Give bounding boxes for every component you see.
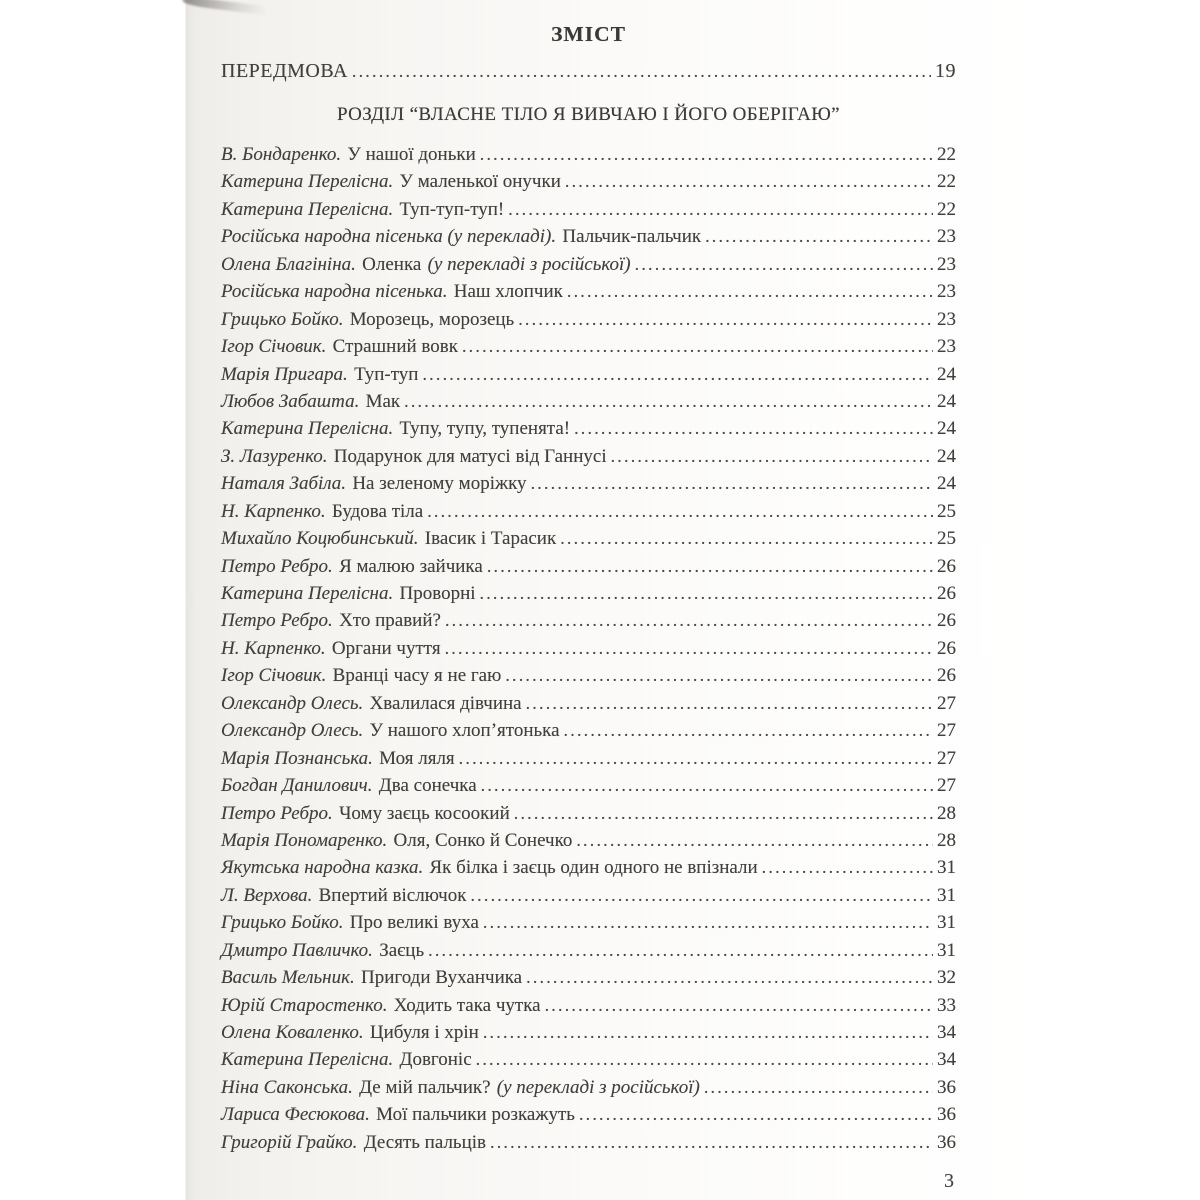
dot-leader: [574, 415, 933, 442]
entry-author: Петро Ребро.: [221, 802, 333, 824]
foreword-page: 19: [935, 60, 956, 82]
dot-leader: [481, 772, 933, 799]
entry-title: Як білка і заєць один одного не впізнали: [429, 857, 758, 879]
entry-page: 28: [937, 802, 956, 824]
entry-author: З. Лазуренко.: [221, 445, 328, 467]
entry-page: 24: [937, 473, 956, 495]
entry-author: Катерина Перелісна.: [221, 1049, 394, 1071]
entry-page: 23: [937, 308, 956, 330]
entry-page: 28: [937, 829, 956, 851]
entry-title: Пригоди Вуханчика: [361, 967, 523, 989]
entry-title: Івасик і Тарасик: [424, 528, 557, 550]
entry-title: У маленької онучки: [399, 171, 561, 193]
entry-page: 27: [937, 720, 956, 742]
entry-author: Катерина Перелісна.: [221, 418, 394, 440]
toc-entry: [221, 470, 956, 497]
entry-author: Олександр Олесь.: [221, 720, 364, 742]
entry-author: Лариса Фесюкова.: [221, 1104, 370, 1126]
toc-entry: [221, 361, 956, 388]
entry-author: Олександр Олесь.: [221, 692, 364, 714]
entry-author: Василь Мельник.: [221, 967, 355, 989]
entry-title: Два сонечка: [378, 775, 477, 797]
dot-leader: [518, 306, 933, 333]
entry-title: Оля, Сонко й Сонечко: [393, 829, 573, 851]
toc-entry: [221, 1101, 956, 1128]
entry-title: Десять пальців: [363, 1131, 487, 1153]
dot-leader: [560, 525, 933, 552]
toc-entry: [221, 745, 956, 772]
entry-author: Російська народна пісенька.: [221, 281, 448, 303]
entry-title: Морозець, морозець: [349, 308, 515, 330]
entry-page: 33: [937, 994, 956, 1016]
dot-leader: [462, 333, 933, 360]
dot-leader: [487, 553, 933, 580]
page-title: ЗМІСТ: [551, 22, 626, 46]
toc-entry: [221, 662, 956, 689]
toc-entry: [221, 909, 956, 936]
entry-author: Михайло Коцюбинський.: [221, 528, 419, 550]
dot-leader: [505, 662, 933, 689]
entry-page: 32: [937, 967, 956, 989]
dot-leader: [704, 1074, 933, 1101]
entry-page: 34: [937, 1049, 956, 1071]
toc-entry: [221, 333, 956, 360]
toc-entry: [221, 553, 956, 580]
dot-leader: [635, 251, 933, 278]
entry-title: Тупу, тупу, тупенята!: [399, 418, 571, 440]
dot-leader: [483, 909, 933, 936]
scanned-book-page: [185, 0, 1061, 1200]
entry-title: У нашої доньки: [347, 144, 476, 165]
toc-entry: [221, 937, 956, 964]
toc-entry: [221, 690, 956, 717]
toc-list: [221, 141, 956, 1156]
entry-author: Н. Карпенко.: [221, 637, 326, 659]
dot-leader: [508, 196, 933, 223]
entry-author: Дмитро Павличко.: [221, 939, 373, 961]
entry-page: 24: [937, 418, 956, 440]
entry-title: Де мій пальчик?: [359, 1076, 491, 1098]
entry-author: Петро Ребро.: [221, 555, 333, 577]
entry-author: Грицько Бойко.: [221, 308, 344, 330]
dot-leader: [490, 1129, 933, 1156]
dot-leader: [352, 60, 931, 83]
toc-entry: [221, 854, 956, 881]
entry-title: Чому заєць косоокий: [339, 802, 510, 824]
dot-leader: [428, 937, 933, 964]
dot-leader: [526, 690, 933, 717]
entry-page: 24: [937, 363, 956, 385]
entry-page: 27: [937, 747, 956, 769]
entry-page: 23: [937, 336, 956, 358]
toc-entry: [221, 251, 956, 278]
toc-entry: [221, 223, 956, 250]
entry-title: Цибуля і хрін: [369, 1022, 479, 1043]
entry-title: Туп-туп: [354, 363, 419, 385]
toc-entry: [221, 772, 956, 799]
entry-page: 23: [937, 281, 956, 303]
entry-title: Про великі вуха: [349, 912, 479, 934]
entry-title: Наш хлопчик: [453, 281, 563, 303]
toc-entry: [221, 717, 956, 744]
entry-author: Марія Пригара.: [221, 363, 348, 385]
section-heading: РОЗДІЛ “ВЛАСНЕ ТІЛО Я ВИВЧАЮ І ЙОГО ОБЕРІГАЮ”: [336, 104, 840, 125]
dot-leader: [427, 498, 933, 525]
entry-author: Грицько Бойко.: [221, 912, 344, 934]
entry-title: Моя ляля: [379, 747, 455, 769]
entry-page: 36: [937, 1131, 956, 1153]
entry-title: На зеленому моріжку: [352, 473, 527, 495]
entry-page: 26: [937, 555, 956, 577]
dot-leader: [576, 827, 933, 854]
toc-entry: [221, 443, 956, 470]
entry-author: Юрій Старостенко.: [221, 994, 388, 1016]
dot-leader: [480, 580, 933, 607]
toc-entry: [221, 635, 956, 662]
entry-title: У нашого хлоп’ятонька: [369, 720, 560, 742]
entry-title: Проворні: [399, 583, 476, 604]
entry-title: Пальчик-пальчик: [562, 226, 702, 248]
entry-title: Ходить така чутка: [393, 994, 541, 1016]
entry-author: Катерина Перелісна.: [221, 583, 394, 604]
dot-leader: [705, 223, 933, 250]
entry-page: 31: [937, 939, 956, 961]
toc-entry: [221, 607, 956, 634]
entry-title: Страшний вовк: [332, 336, 458, 358]
toc-entry: [221, 388, 956, 415]
entry-author: Катерина Перелісна.: [221, 171, 394, 193]
entry-page: 23: [937, 226, 956, 248]
dot-leader: [445, 635, 933, 662]
foreword-entry: [221, 60, 956, 83]
entry-author: Олена Благініна.: [221, 253, 356, 275]
toc-entry: [221, 1129, 956, 1156]
dot-leader: [545, 992, 933, 1019]
toc-entry: [221, 196, 956, 223]
entry-page: 26: [937, 610, 956, 632]
entry-author: Любов Забашта.: [221, 390, 360, 412]
dot-leader: [483, 1019, 933, 1046]
toc-entry: [221, 827, 956, 854]
entry-page: 24: [937, 445, 956, 467]
entry-page: 26: [937, 665, 956, 687]
entry-page: 36: [937, 1076, 956, 1098]
toc-entry: [221, 1046, 956, 1073]
entry-page: 26: [937, 637, 956, 659]
page-number: 3: [944, 1170, 954, 1192]
entry-page: 31: [937, 912, 956, 934]
dot-leader: [480, 141, 933, 168]
dot-leader: [564, 717, 933, 744]
entry-title: Впертий віслючок: [318, 884, 467, 906]
dot-leader: [514, 800, 933, 827]
toc-entry: [221, 525, 956, 552]
entry-title: Подарунок для матусі від Ганнусі: [333, 445, 607, 467]
dot-leader: [567, 278, 933, 305]
entry-title: Вранці часу я не гаю: [332, 665, 502, 687]
toc-entry: [221, 415, 956, 442]
entry-title: Будова тіла: [331, 500, 424, 522]
entry-page: 22: [937, 198, 956, 220]
entry-author: Олена Коваленко.: [221, 1022, 364, 1043]
entry-author: Ніна Саконська.: [221, 1076, 353, 1098]
entry-page: 22: [937, 171, 956, 193]
toc-content: [221, 0, 956, 1200]
dot-leader: [459, 745, 933, 772]
entry-title: Я малюю зайчика: [339, 555, 483, 577]
toc-entry: [221, 882, 956, 909]
toc-entry: [221, 306, 956, 333]
entry-author: Наталя Забіла.: [221, 473, 347, 495]
entry-page: 24: [937, 390, 956, 412]
toc-entry: [221, 1019, 956, 1046]
entry-author: Л. Верхова.: [221, 884, 313, 906]
entry-page: 31: [937, 857, 956, 879]
entry-page: 26: [937, 583, 956, 604]
entry-author: Катерина Перелісна.: [221, 198, 394, 220]
dot-leader: [445, 607, 933, 634]
entry-author: Марія Пономаренко.: [221, 829, 388, 851]
entry-author: Ігор Січовик.: [221, 336, 327, 358]
toc-entry: [221, 580, 956, 607]
entry-author: Богдан Данилович.: [221, 775, 373, 797]
dot-leader: [526, 964, 933, 991]
entry-title: Хто правий?: [339, 610, 441, 632]
entry-author: Російська народна пісенька (у перекладі).: [221, 226, 557, 248]
entry-author: Петро Ребро.: [221, 610, 333, 632]
entry-author: В. Бондаренко.: [221, 144, 342, 165]
dot-leader: [762, 854, 933, 881]
entry-page: 31: [937, 884, 956, 906]
entry-author: Ігор Січовик.: [221, 665, 327, 687]
dot-leader: [611, 443, 933, 470]
toc-entry: [221, 168, 956, 195]
dot-leader: [476, 1046, 933, 1073]
entry-author: Марія Познанська.: [221, 747, 373, 769]
entry-title: Хвалилася дівчина: [369, 692, 522, 714]
dot-leader: [531, 470, 933, 497]
entry-page: 25: [937, 500, 956, 522]
toc-entry: [221, 1074, 956, 1101]
toc-entry: [221, 278, 956, 305]
entry-page: 22: [937, 144, 956, 165]
toc-entry: [221, 800, 956, 827]
entry-title: Туп-туп-туп!: [399, 198, 505, 220]
entry-author: Н. Карпенко.: [221, 500, 326, 522]
entry-title: Органи чуття: [331, 637, 441, 659]
entry-note: (у перекладі з російської): [427, 253, 631, 275]
dot-leader: [579, 1101, 933, 1128]
entry-page: 25: [937, 528, 956, 550]
toc-entry: [221, 141, 956, 168]
entry-author: Григорій Грайко.: [221, 1131, 358, 1153]
dot-leader: [470, 882, 933, 909]
entry-author: Якутська народна казка.: [221, 857, 424, 879]
entry-title: Мої пальчики розкажуть: [376, 1104, 575, 1126]
foreword-label: ПЕРЕДМОВА: [221, 60, 348, 82]
entry-page: 27: [937, 692, 956, 714]
entry-title: Оленка: [362, 253, 422, 275]
entry-page: 27: [937, 775, 956, 797]
dot-leader: [404, 388, 933, 415]
entry-page: 36: [937, 1104, 956, 1126]
entry-note: (у перекладі з російської): [496, 1076, 700, 1098]
dot-leader: [565, 168, 933, 195]
toc-entry: [221, 964, 956, 991]
toc-entry: [221, 992, 956, 1019]
entry-page: 34: [937, 1022, 956, 1043]
toc-entry: [221, 498, 956, 525]
entry-page: 23: [937, 253, 956, 275]
entry-title: Заєць: [379, 939, 425, 961]
entry-title: Мак: [365, 390, 401, 412]
dot-leader: [422, 361, 933, 388]
entry-title: Довгоніс: [399, 1049, 472, 1071]
